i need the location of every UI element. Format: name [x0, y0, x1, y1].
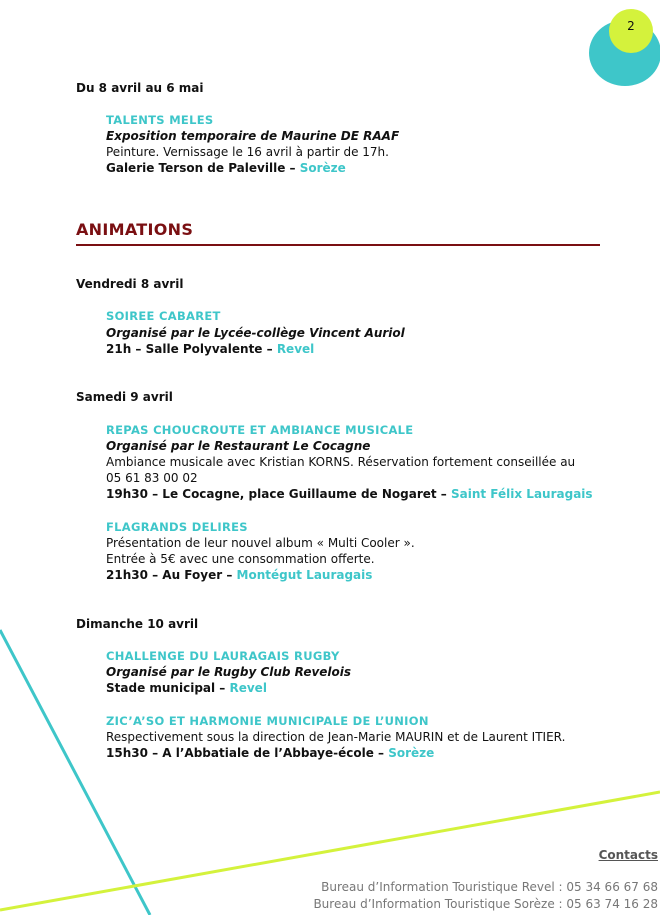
event-2-city: Saint Félix Lauragais	[451, 487, 593, 501]
footer-contact-revel: Bureau d’Information Touristique Revel : 05 34 66 67 68	[321, 880, 658, 894]
event-4-org: Organisé par le Rugby Club Revelois	[106, 665, 352, 679]
day-heading-1: Vendredi 8 avril	[76, 277, 184, 291]
footer-contact-soreze: Bureau d’Information Touristique Sorèze : 05 63 74 16 28	[313, 897, 658, 911]
section-title: ANIMATIONS	[76, 220, 194, 239]
event-5-desc-1: Respectivement sous la direction de Jean-Marie MAURIN et de Laurent ITIER.	[106, 730, 566, 744]
event-5-city: Sorèze	[388, 746, 435, 760]
event-2-desc-1: Ambiance musicale avec Kristian KORNS. Réservation fortement conseillée au	[106, 455, 576, 469]
event-4-city: Revel	[229, 681, 267, 695]
expo-city: Sorèze	[299, 161, 346, 175]
event-2-place	[106, 486, 593, 502]
event-3-desc-1: Présentation de leur nouvel album « Multi Cooler ».	[106, 536, 415, 550]
page-number: 2	[627, 19, 635, 33]
day-heading-2: Samedi 9 avril	[76, 390, 173, 404]
event-2-place-text: 19h30 – Le Cocagne, place Guillaume de Nogaret –	[106, 487, 447, 501]
expo-subtitle: Exposition temporaire de Maurine DE RAAF	[106, 129, 400, 143]
event-4-title: CHALLENGE DU LAURAGAIS RUGBY	[106, 649, 340, 663]
event-3-place-text: 21h30 – Au Foyer –	[106, 568, 233, 582]
section-rule	[76, 244, 600, 246]
event-5-place-text: 15h30 – A l’Abbatiale de l’Abbaye-école –	[106, 746, 385, 760]
event-3-place	[106, 567, 372, 583]
event-1-org: Organisé par le Lycée-collège Vincent Auriol	[106, 326, 405, 340]
event-5-place	[106, 745, 434, 761]
event-5-title: ZIC’A’SO ET HARMONIE MUNICIPALE DE L’UNION	[106, 714, 429, 728]
expo-title: TALENTS MELES	[106, 113, 214, 127]
expo-place-text: Galerie Terson de Paleville –	[106, 161, 296, 175]
event-2-org: Organisé par le Restaurant Le Cocagne	[106, 439, 371, 453]
day-heading-3: Dimanche 10 avril	[76, 617, 199, 631]
event-1-title: SOIREE CABARET	[106, 309, 221, 323]
event-2-desc-2: 05 61 83 00 02	[106, 471, 198, 485]
event-3-title: FLAGRANDS DELIRES	[106, 520, 248, 534]
contacts-link[interactable]: Contacts	[598, 848, 658, 862]
event-1-place	[106, 341, 314, 357]
event-4-place-text: Stade municipal –	[106, 681, 226, 695]
event-3-city: Montégut Lauragais	[236, 568, 373, 582]
expo-date: Du 8 avril au 6 mai	[76, 81, 204, 95]
event-1-place-text: 21h – Salle Polyvalente –	[106, 342, 273, 356]
event-1-city: Revel	[276, 342, 315, 356]
expo-desc: Peinture. Vernissage le 16 avril à partir de 17h.	[106, 145, 389, 159]
expo-place	[106, 160, 346, 176]
event-2-title: REPAS CHOUCROUTE ET AMBIANCE MUSICALE	[106, 423, 414, 437]
event-4-place	[106, 680, 267, 696]
event-3-desc-2: Entrée à 5€ avec une consommation offerte.	[106, 552, 375, 566]
